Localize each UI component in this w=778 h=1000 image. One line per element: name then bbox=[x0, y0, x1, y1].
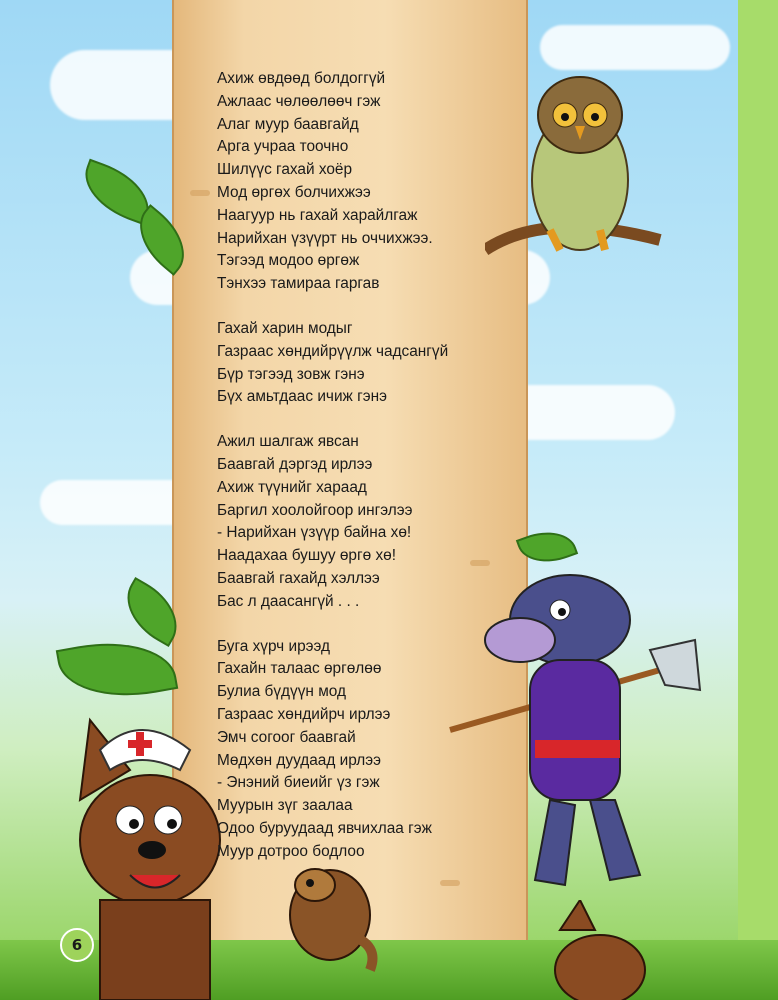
poem-line: Тэгээд модоо өргөж bbox=[217, 252, 360, 270]
bark-knot bbox=[190, 190, 210, 196]
poem-line: Газраас хөндийрч ирлээ bbox=[217, 705, 391, 723]
deer-illustration bbox=[540, 900, 660, 1000]
poem-line: Ажлаас чөлөөлөөч гэж bbox=[217, 92, 381, 110]
poem-line: Ахиж түүнийг хараад bbox=[217, 478, 367, 496]
poem-line: Буга хүрч ирээд bbox=[217, 637, 330, 655]
poem-line: Наагуур нь гахай харайлгаж bbox=[217, 206, 418, 224]
poem-line: Тэнхээ тамираа гаргав bbox=[217, 275, 380, 293]
page-frame-right bbox=[738, 0, 778, 1000]
poem-line: Гахайн талаас өргөлөө bbox=[217, 660, 382, 678]
poem-line: Газраас хөндийрүүлж чадсангүй bbox=[217, 342, 449, 360]
poem bbox=[217, 68, 517, 886]
poem-line: Баавгай дэргэд ирлээ bbox=[217, 455, 373, 473]
stanza-1 bbox=[217, 68, 517, 296]
stanza-2 bbox=[217, 318, 517, 409]
poem-line: Баргил хоолойгоор ингэлээ bbox=[217, 501, 413, 519]
poem-line: Шилүүс гахай хоёр bbox=[217, 161, 353, 179]
poem-line: Алаг муур баавгайд bbox=[217, 115, 359, 133]
poem-line: - Энэний биеийг үз гэж bbox=[217, 774, 380, 792]
poem-line: - Нарийхан үзүүр байна хө! bbox=[217, 524, 412, 542]
stanza-3 bbox=[217, 431, 517, 613]
poem-line: Бүх амьтдаас ичиж гэнэ bbox=[217, 388, 387, 406]
poem-line: Арга учраа тоочно bbox=[217, 138, 349, 156]
poem-line: Гахай харин модыг bbox=[217, 319, 353, 337]
poem-line: Баавгай гахайд хэллээ bbox=[217, 569, 380, 587]
poem-line: Эмч согоог баавгай bbox=[217, 728, 356, 746]
poem-line: Ажил шалгаж явсан bbox=[217, 433, 359, 451]
page-number: 6 bbox=[60, 928, 94, 962]
poem-line: Бас л даасангүй . . . bbox=[217, 592, 360, 610]
poem-line: Наадахаа бушуу өргө хө! bbox=[217, 547, 396, 565]
poem-line: Мод өргөх болчихжээ bbox=[217, 183, 371, 201]
poem-line: Муур дотроо бодлоо bbox=[217, 842, 365, 860]
poem-line: Одоо буруудаад явчихлаа гэж bbox=[217, 819, 432, 837]
poem-line: Мөдхөн дуудаад ирлээ bbox=[217, 751, 381, 769]
poem-line: Бүр тэгээд зовж гэнэ bbox=[217, 365, 365, 383]
poem-line: Ахиж өвдөөд болдоггүй bbox=[217, 70, 386, 87]
poem-line: Муурын зүг заалаа bbox=[217, 797, 353, 815]
poem-line: Нарийхан үзүүрт нь оччихжээ. bbox=[217, 229, 433, 247]
poem-line: Булиа бүдүүн мод bbox=[217, 683, 346, 701]
stanza-4 bbox=[217, 636, 517, 864]
